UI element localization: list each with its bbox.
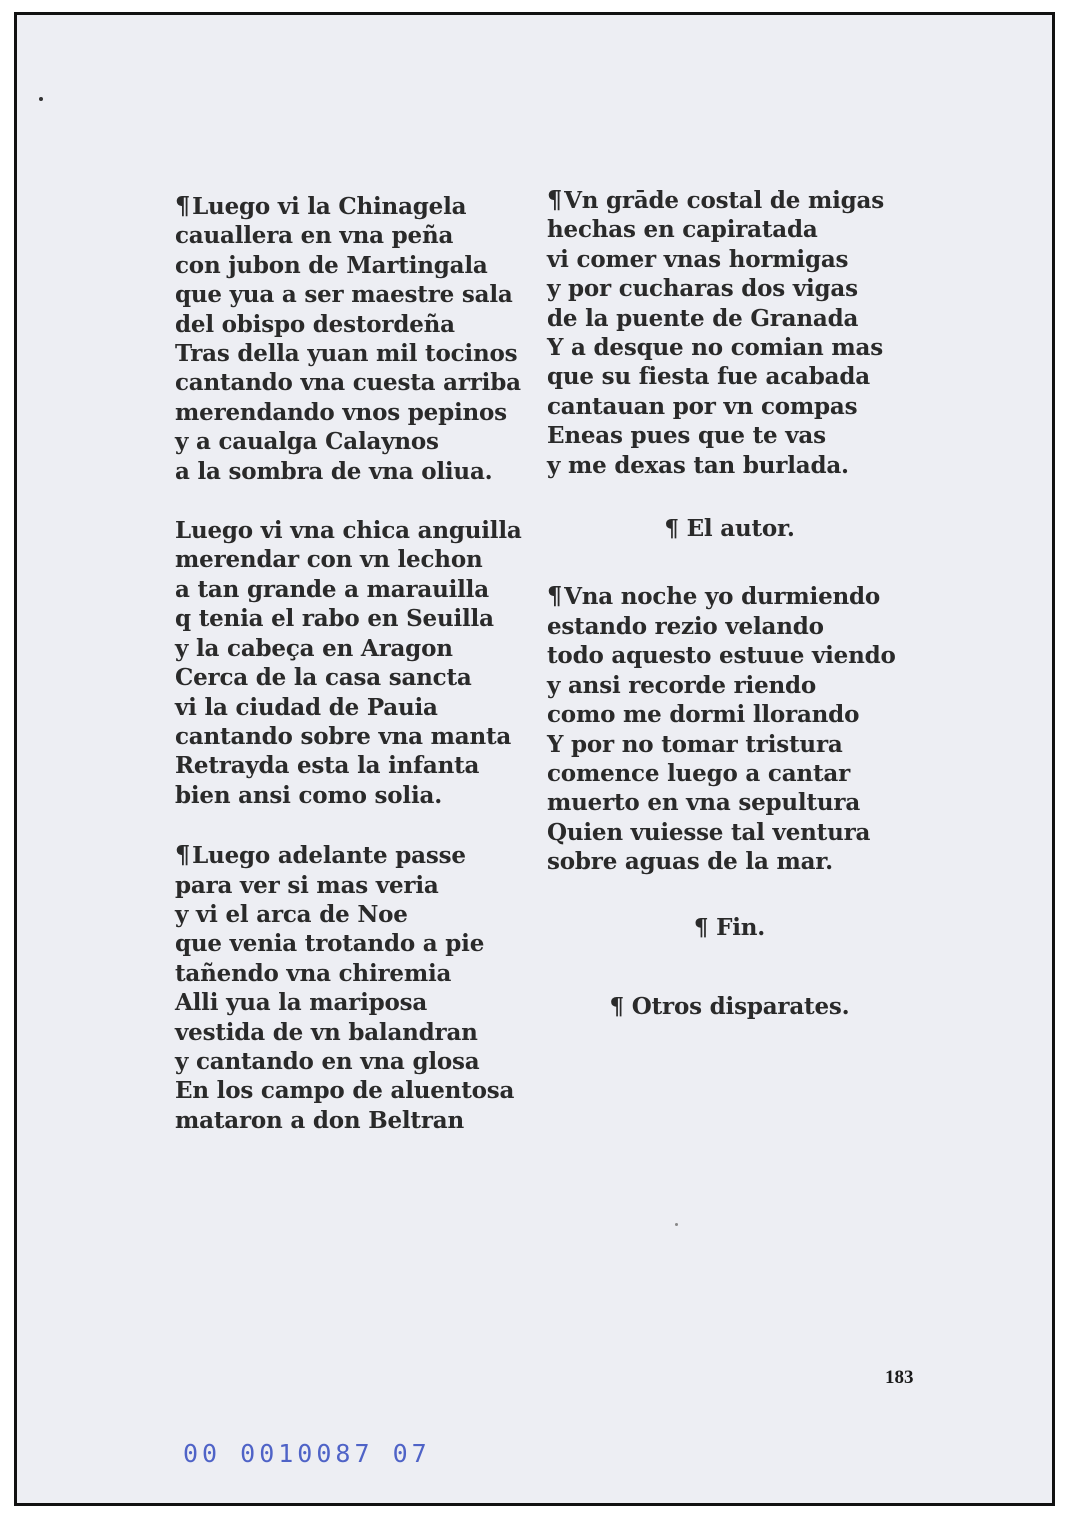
verse-line: Tras della yuan mil tocinos <box>175 340 518 368</box>
verse-line: que yua a ser maestre sala <box>175 281 513 309</box>
verse-line: y cantando en vna glosa <box>175 1047 480 1075</box>
section-heading-el-autor: ¶ El autor. <box>664 515 795 543</box>
verse-line: a tan grande a marauilla <box>175 575 489 603</box>
verse-line: y ansi recorde riendo <box>547 671 817 699</box>
archive-stamp: 00 0010087 07 <box>183 1439 431 1468</box>
pilcrow-mark: ¶ <box>175 840 191 870</box>
verse-line: muerto en vna sepultura <box>547 789 861 817</box>
verse-line: y la cabeça en Aragon <box>175 634 453 662</box>
verse-line: que venia trotando a pie <box>175 930 485 958</box>
verse-line: merendar con vn lechon <box>175 546 483 574</box>
pilcrow-mark: ¶ <box>547 185 563 214</box>
verse-line: para ver si mas veria <box>175 871 439 899</box>
section-heading-otros-disparates: ¶ Otros disparates. <box>609 992 850 1020</box>
verse-line: tañendo vna chiremia <box>175 959 452 987</box>
verse-line: y vi el arca de Noe <box>175 900 408 928</box>
section-heading-fin: ¶ Fin. <box>693 913 766 941</box>
verse-line: de la puente de Granada <box>547 304 859 332</box>
verse-line: que su fiesta fue acabada <box>547 363 870 391</box>
verse-line: como me dormi llorando <box>547 701 860 729</box>
verse-line: cauallera en vna peña <box>175 222 454 250</box>
verse-line: q tenia el rabo en Seuilla <box>175 605 494 633</box>
verse-line: y a caualga Calaynos <box>175 428 439 456</box>
verse-line: del obispo destordeña <box>175 310 455 338</box>
verse-line: ¶Luego adelante passe <box>175 840 466 870</box>
verse-line: bien ansi como solia. <box>175 781 443 809</box>
verse-line: Y a desque no comian mas <box>547 334 883 362</box>
verse-line: todo aquesto estuue viendo <box>547 642 896 670</box>
pilcrow-mark: ¶ <box>175 191 191 220</box>
verse-line: mataron a don Beltran <box>175 1106 464 1134</box>
verse-line: y por cucharas dos vigas <box>547 275 858 303</box>
stanza-chinagela <box>175 191 535 486</box>
verse-line: vi comer vnas hormigas <box>547 245 849 273</box>
left-column <box>175 191 535 1165</box>
verse-line: a la sombra de vna oliua. <box>175 457 493 485</box>
document-page <box>14 12 1055 1506</box>
verse-line: cantauan por vn compas <box>547 392 858 420</box>
pilcrow-mark: ¶ <box>547 581 563 611</box>
verse-line: cantando vna cuesta arriba <box>175 369 521 397</box>
verse-line: Cerca de la casa sancta <box>175 664 472 692</box>
stanza-anguilla <box>175 516 535 810</box>
right-column <box>547 185 912 1021</box>
verse-line: Retrayda esta la infanta <box>175 752 480 780</box>
verse-line: y me dexas tan burlada. <box>547 451 849 479</box>
verse-line: vi la ciudad de Pauia <box>175 693 438 721</box>
verse-line: cantando sobre vna manta <box>175 722 512 750</box>
verse-line: Quien vuiesse tal ventura <box>547 818 871 846</box>
verse-line: hechas en capiratada <box>547 216 818 244</box>
ink-speck <box>39 97 43 101</box>
verse-line: comence luego a cantar <box>547 759 850 787</box>
verse-line: merendando vnos pepinos <box>175 398 507 426</box>
verse-line: ¶Luego vi la Chinagela <box>175 191 467 220</box>
verse-line: estando rezio velando <box>547 612 824 640</box>
stanza-arca-de-noe <box>175 840 535 1135</box>
verse-line: vestida de vn balandran <box>175 1018 478 1046</box>
page-number: 183 <box>885 1367 914 1388</box>
verse-line: sobre aguas de la mar. <box>547 848 833 876</box>
verse-line: Luego vi vna chica anguilla <box>175 517 522 545</box>
stanza-vna-noche <box>547 581 912 876</box>
verse-line: En los campo de aluentosa <box>175 1077 515 1105</box>
ink-speck <box>675 1223 678 1226</box>
verse-line: ¶Vn grāde costal de migas <box>547 185 884 214</box>
verse-line: ¶Vna noche yo durmiendo <box>547 581 881 611</box>
verse-line: Alli yua la mariposa <box>175 989 428 1017</box>
stanza-costal-de-migas <box>547 185 912 480</box>
verse-line: Eneas pues que te vas <box>547 422 826 450</box>
verse-line: Y por no tomar tristura <box>547 730 843 758</box>
verse-line: con jubon de Martingala <box>175 251 488 279</box>
